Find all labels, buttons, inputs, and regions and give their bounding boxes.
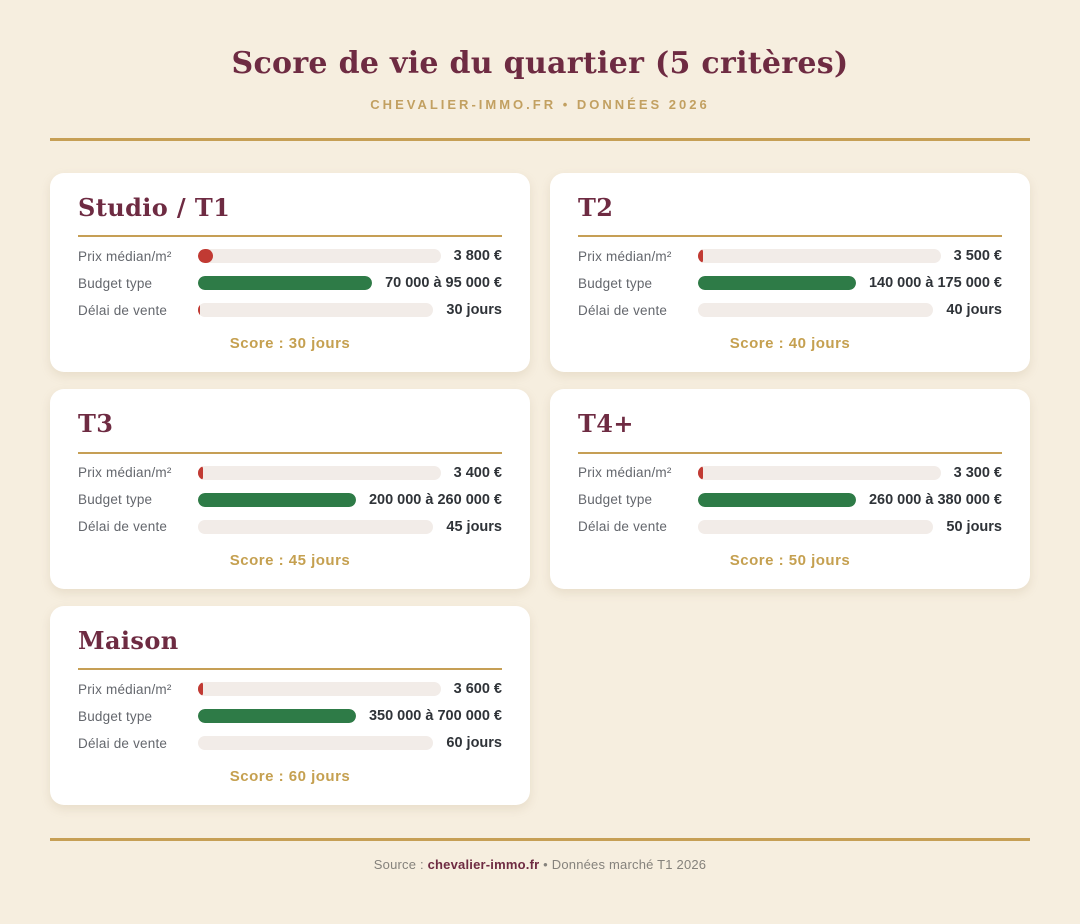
metric-value: 60 jours	[446, 735, 502, 752]
metric-bar-fill	[698, 493, 856, 507]
metric-bar-track	[698, 520, 933, 534]
metric-bar-track	[198, 249, 441, 263]
metric-label: Délai de vente	[578, 519, 668, 535]
metric-row-delai-vente	[78, 519, 502, 535]
metric-row-prix-median	[78, 681, 502, 697]
source-prefix: Source :	[373, 857, 428, 873]
metric-label: Délai de vente	[78, 519, 168, 535]
bottom-divider	[50, 838, 1030, 841]
metric-row-prix-median	[78, 465, 502, 481]
metric-bar-fill	[198, 493, 356, 507]
metric-bar-fill	[198, 303, 200, 317]
cards-grid	[50, 173, 1030, 805]
card-t4-plus	[550, 389, 1030, 588]
metric-value: 50 jours	[946, 518, 1002, 535]
card-title-underline	[78, 235, 502, 237]
metric-label: Prix médian/m²	[578, 465, 672, 481]
metric-value: 3 500 €	[953, 248, 1002, 265]
metric-row-delai-vente	[578, 519, 1002, 535]
metric-value: 3 600 €	[453, 681, 502, 698]
source-brand: chevalier-immo.fr	[427, 857, 540, 873]
metric-bar-fill	[198, 466, 203, 480]
metric-row-delai-vente	[78, 735, 502, 751]
metric-value: 70 000 à 95 000 €	[385, 275, 502, 292]
metric-row-prix-median	[578, 248, 1002, 264]
card-studio-t1	[50, 173, 530, 372]
page-header	[0, 46, 1080, 112]
card-title: T4+	[578, 409, 634, 439]
page-subtitle: CHEVALIER-IMMO.FR • DONNÉES 2026	[370, 97, 710, 112]
metric-value: 30 jours	[446, 302, 502, 319]
card-title: Maison	[78, 625, 179, 655]
score-text: Score : 30 jours	[229, 335, 351, 353]
score-text: Score : 50 jours	[729, 551, 851, 569]
card-title-underline	[578, 235, 1002, 237]
metric-bar-fill	[198, 249, 213, 263]
metric-row-delai-vente	[78, 302, 502, 318]
metric-bar-fill	[698, 249, 703, 263]
metric-label: Budget type	[78, 492, 153, 508]
metric-bar-fill	[198, 709, 356, 723]
metric-label: Prix médian/m²	[78, 248, 172, 264]
metric-bar-track	[198, 493, 356, 507]
metric-label: Prix médian/m²	[78, 681, 172, 697]
card-t2	[550, 173, 1030, 372]
metric-label: Budget type	[578, 275, 653, 291]
metric-bar-track	[198, 736, 433, 750]
metric-value: 3 800 €	[453, 248, 502, 265]
metric-bar-track	[198, 466, 441, 480]
metric-value: 350 000 à 700 000 €	[368, 708, 502, 725]
metric-value: 200 000 à 260 000 €	[368, 491, 502, 508]
metric-row-prix-median	[578, 465, 1002, 481]
metric-label: Prix médian/m²	[78, 465, 172, 481]
metric-bar-track	[698, 276, 856, 290]
metric-bar-fill	[698, 466, 703, 480]
metric-value: 3 300 €	[953, 464, 1002, 481]
metric-row-budget-type	[78, 275, 502, 291]
metric-row-delai-vente	[578, 302, 1002, 318]
metric-bar-track	[698, 303, 933, 317]
metric-bar-track	[698, 493, 856, 507]
metric-bar-track	[198, 682, 441, 696]
metric-row-prix-median	[78, 248, 502, 264]
metric-label: Prix médian/m²	[578, 248, 672, 264]
card-title: T3	[78, 409, 114, 439]
metric-bar-track	[698, 249, 941, 263]
card-title: T2	[578, 193, 614, 222]
card-maison	[50, 606, 530, 805]
metric-label: Délai de vente	[78, 735, 168, 751]
card-title-underline	[78, 668, 502, 670]
metric-bar-fill	[198, 682, 203, 696]
metric-label: Budget type	[578, 492, 653, 508]
score-text: Score : 45 jours	[229, 551, 351, 569]
metric-bar-track	[198, 276, 372, 290]
metric-label: Délai de vente	[78, 302, 168, 318]
metric-row-budget-type	[578, 275, 1002, 291]
metric-value: 45 jours	[446, 518, 502, 535]
card-title: Studio / T1	[78, 193, 231, 222]
metric-value: 3 400 €	[453, 464, 502, 481]
card-title-underline	[78, 452, 502, 454]
metric-row-budget-type	[78, 708, 502, 724]
source-suffix: • Données marché T1 2026	[539, 857, 707, 873]
metric-value: 260 000 à 380 000 €	[868, 491, 1002, 508]
score-text: Score : 40 jours	[729, 335, 851, 353]
metric-bar-track	[198, 709, 356, 723]
card-t3	[50, 389, 530, 588]
score-text: Score : 60 jours	[229, 768, 351, 786]
metric-label: Budget type	[78, 708, 153, 724]
metric-label: Budget type	[78, 275, 153, 291]
metric-bar-track	[198, 520, 433, 534]
metric-row-budget-type	[578, 492, 1002, 508]
source-line	[0, 857, 1080, 872]
top-divider	[50, 138, 1030, 141]
metric-row-budget-type	[78, 492, 502, 508]
metric-bar-track	[198, 303, 433, 317]
card-title-underline	[578, 452, 1002, 454]
metric-bar-track	[698, 466, 941, 480]
page-title: Score de vie du quartier (5 critères)	[231, 46, 849, 81]
metric-bar-fill	[198, 276, 372, 290]
metric-value: 140 000 à 175 000 €	[868, 275, 1002, 292]
metric-bar-fill	[698, 276, 856, 290]
metric-value: 40 jours	[946, 302, 1002, 319]
metric-label: Délai de vente	[578, 302, 668, 318]
